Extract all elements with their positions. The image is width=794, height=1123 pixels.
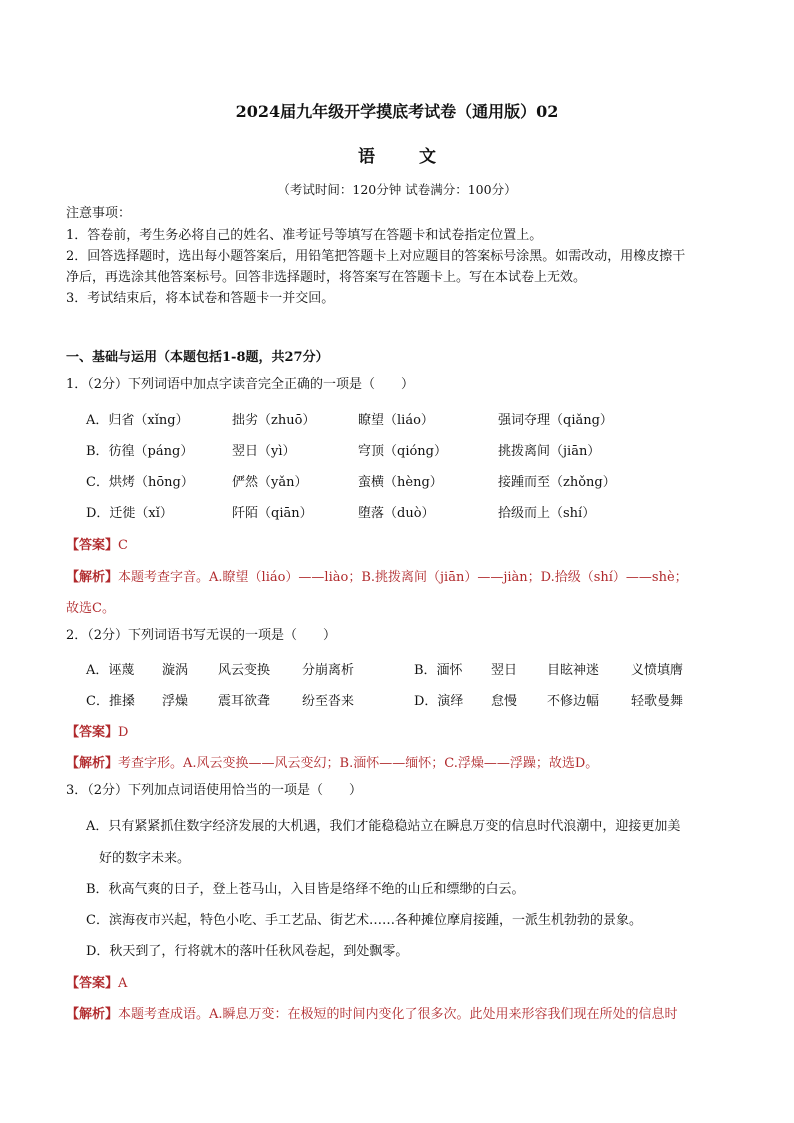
q2-option: 风云变换 xyxy=(218,663,271,678)
q1-option: 挑拨离间（jiān） xyxy=(498,444,601,459)
answer-label: 【答案】 xyxy=(66,538,119,553)
q2-option: 翌日 xyxy=(491,663,518,678)
analysis-text: 本题考查成语。A.瞬息万变：在极短的时间内变化了很多次。此处用来形容我们现在所处的信息时 xyxy=(118,1007,678,1022)
answer-value: D xyxy=(118,725,129,740)
q1-option: 接踵而至（zhǒng） xyxy=(498,475,616,490)
q1-option: 阡陌（qiān） xyxy=(232,506,313,521)
q2-answer xyxy=(66,721,128,740)
q1-option: 俨然（yǎn） xyxy=(232,475,308,490)
q1-option: B．彷徨（páng） xyxy=(86,444,194,459)
q3-answer xyxy=(66,972,127,991)
note-line: 3．考试结束后，将本试卷和答题卡一并交回。 xyxy=(66,291,335,306)
section-title: 一、基础与运用（本题包括1-8题，共27分） xyxy=(66,350,329,365)
question-2-stem: 2．（2分）下列词语书写无误的一项是（ ） xyxy=(66,628,337,643)
q2-option: 漩涡 xyxy=(162,663,189,678)
q2-option: 目眩神迷 xyxy=(547,663,600,678)
analysis-label: 【解析】 xyxy=(66,756,119,771)
q1-option: 穹顶（qióng） xyxy=(358,444,448,459)
note-line: 2．回答选择题时，选出每小题答案后，用铅笔把答题卡上对应题目的答案标号涂黑。如需改动，用橡皮擦干 xyxy=(66,249,686,264)
q2-option: B．湎怀 xyxy=(414,663,463,678)
analysis-label: 【解析】 xyxy=(66,570,119,585)
q1-option: 蛮横（hèng） xyxy=(358,475,443,490)
q1-option: C．烘烤（hōng） xyxy=(86,475,194,490)
q1-analysis-cont: 故选C。 xyxy=(66,601,115,616)
answer-label: 【答案】 xyxy=(66,725,119,740)
analysis-text: 考查字形。A.风云变换——风云变幻；B.湎怀——缅怀；C.浮燥——浮躁；故选D。 xyxy=(118,756,599,771)
question-1-stem: 1．（2分）下列词语中加点字读音完全正确的一项是（ ） xyxy=(66,377,415,392)
q1-option: 拾级而上（shí） xyxy=(498,506,596,521)
q2-option: 纷至沓来 xyxy=(302,694,355,709)
q2-option: C．推搡 xyxy=(86,694,135,709)
q1-option: 瞭望（liáo） xyxy=(358,413,434,428)
q1-option: A．归省（xǐng） xyxy=(86,413,189,428)
q3-analysis xyxy=(66,1003,678,1022)
note-line: 净后，再选涂其他答案标号。回答非选择题时，将答案写在答题卡上。写在本试卷上无效。 xyxy=(66,270,587,285)
q2-option: 浮燥 xyxy=(162,694,189,709)
q1-option: 翌日（yì） xyxy=(232,444,296,459)
q2-analysis xyxy=(66,752,598,771)
q1-option: 堕落（duò） xyxy=(358,506,435,521)
answer-label: 【答案】 xyxy=(66,976,119,991)
q1-option: D．迁徙（xǐ） xyxy=(86,506,173,521)
q3-option: B．秋高气爽的日子，登上苍马山，入目皆是络绎不绝的山丘和缥缈的白云。 xyxy=(86,882,525,897)
note-line: 1．答卷前，考生务必将自己的姓名、准考证号等填写在答题卡和试卷指定位置上。 xyxy=(66,228,543,243)
answer-value: A xyxy=(118,976,128,991)
q2-option: 分崩离析 xyxy=(302,663,355,678)
subject-title: 语文 xyxy=(358,147,480,167)
q3-option-cont: 好的数字未来。 xyxy=(99,851,191,866)
analysis-label: 【解析】 xyxy=(66,1007,119,1022)
q1-analysis xyxy=(66,566,688,585)
answer-value: C xyxy=(118,538,128,553)
q3-option: D．秋天到了，行将就木的落叶任秋风卷起，到处飘零。 xyxy=(86,944,409,959)
q3-option: C．滨海夜市兴起，特色小吃、手工艺品、街艺术……各种摊位摩肩接踵，一派生机勃勃的景象。 xyxy=(86,913,642,928)
q2-option: 义愤填膺 xyxy=(631,663,684,678)
q2-option: 轻歌曼舞 xyxy=(631,694,684,709)
q2-option: 怠慢 xyxy=(491,694,518,709)
q1-option: 强词夺理（qiǎng） xyxy=(498,413,613,428)
q1-answer xyxy=(66,534,128,553)
notes-heading: 注意事项： xyxy=(66,206,132,221)
exam-time-info: （考试时间：120分钟 试卷满分：100分） xyxy=(277,182,517,197)
q2-option: D．演绎 xyxy=(414,694,464,709)
q1-option: 拙劣（zhuō） xyxy=(232,413,316,428)
q2-option: 不修边幅 xyxy=(547,694,600,709)
q2-option: 震耳欲聋 xyxy=(218,694,271,709)
question-3-stem: 3．（2分）下列加点词语使用恰当的一项是（ ） xyxy=(66,783,363,798)
q2-option: A．诬蔑 xyxy=(86,663,135,678)
analysis-text: 本题考查字音。A.瞭望（liáo）——liào；B.挑拨离间（jiān）——jiàn；D.拾级（shí）——shè； xyxy=(118,570,688,585)
q3-option: A．只有紧紧抓住数字经济发展的大机遇，我们才能稳稳站立在瞬息万变的信息时代浪潮中，迎接更加美 xyxy=(86,819,681,834)
exam-title: 2024届九年级开学摸底考试卷（通用版）02 xyxy=(235,102,559,121)
